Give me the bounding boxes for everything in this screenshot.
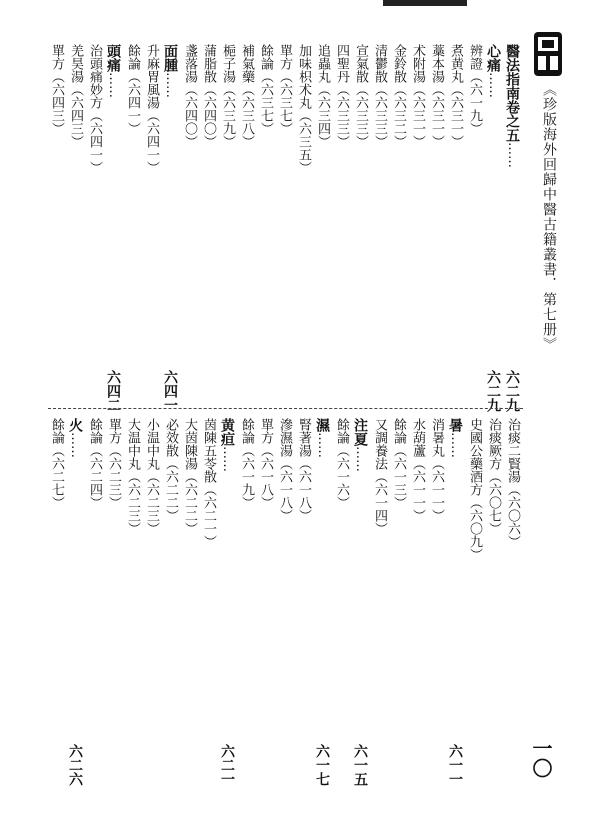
toc-entry — [197, 418, 219, 786]
entry-title: 羌昊湯（六四三） — [68, 44, 83, 148]
entry-title: 餘論（六四一） — [125, 44, 140, 135]
entry-title: 腎著湯（六一八） — [296, 418, 311, 522]
entry-title: 四聖丹（六三三） — [334, 44, 349, 148]
entry-title: 加味枳术丸（六三五） — [296, 44, 311, 174]
toc-entry — [216, 44, 238, 412]
entry-title: 史國公藥酒方（六〇九） — [467, 418, 482, 561]
toc-entry — [330, 44, 352, 412]
entry-title: 煮黄丸（六三一） — [448, 44, 463, 148]
section-heading-entry — [444, 418, 466, 786]
entry-title: 治痰二賢湯（六〇六） — [505, 418, 520, 548]
toc-entry — [45, 418, 67, 786]
toc-entry — [273, 44, 295, 412]
section-heading-entry — [216, 418, 238, 786]
toc-entry — [235, 418, 257, 786]
entry-title: 大茵陳湯（六二二） — [182, 418, 197, 535]
toc-entry — [330, 418, 352, 786]
section-page-number: 六二九 — [485, 370, 501, 412]
toc-entry — [140, 44, 162, 412]
section-page-number: 六四二 — [105, 370, 121, 412]
leader-dots: …… — [505, 142, 520, 168]
section-heading-entry — [64, 418, 86, 786]
section-page-number: 六二一 — [219, 744, 235, 786]
toc-entry — [349, 44, 371, 412]
toc-entry — [463, 418, 485, 786]
entry-title: 單方（六一八） — [258, 418, 273, 509]
toc-entry — [178, 418, 200, 786]
section-heading: 醫法指南卷之五 — [504, 44, 520, 142]
entry-title: 金鈴散（六三二） — [391, 44, 406, 148]
entry-title: 補氣藥（六三八） — [239, 44, 254, 148]
toc-entry — [463, 44, 485, 412]
entry-title: 升麻胃風湯（六四一） — [144, 44, 159, 174]
leader-dots: …… — [68, 432, 83, 458]
top-edge-mark — [383, 0, 467, 6]
entry-title: 术附湯（六三一） — [410, 44, 425, 148]
toc-entry — [159, 418, 181, 786]
entry-title: 辨證（六一九） — [467, 44, 482, 135]
toc-entry — [121, 44, 143, 412]
entry-title: 餘論（六三七） — [258, 44, 273, 135]
leader-dots: …… — [486, 72, 501, 98]
leader-dots: …… — [163, 72, 178, 98]
section-page-number: 六一七 — [314, 744, 330, 786]
toc-entry — [387, 44, 409, 412]
toc-entry — [425, 44, 447, 412]
leader-dots: …… — [315, 432, 330, 458]
entry-title: 蒲脂散（六四〇） — [201, 44, 216, 148]
toc-entry — [311, 44, 333, 412]
section-page-number: 六一一 — [447, 744, 463, 786]
contents-top-band — [48, 44, 523, 412]
entry-title: 追蟲丸（六三四） — [315, 44, 330, 148]
band-divider — [48, 408, 523, 409]
toc-entry — [406, 418, 428, 786]
section-heading: 注夏 — [352, 418, 368, 446]
toc-entry — [406, 44, 428, 412]
entry-title: 餘論（六二七） — [49, 418, 64, 509]
entry-title: 單方（六二三） — [106, 418, 121, 509]
section-heading: 心痛 — [485, 44, 501, 72]
section-heading: 面腫 — [162, 44, 178, 72]
toc-entry — [45, 44, 67, 412]
entry-title: 餘論（六一三） — [391, 418, 406, 509]
entry-title: 盞落湯（六四〇） — [182, 44, 197, 148]
publisher-seal-logo — [533, 30, 563, 78]
section-heading-entry — [349, 418, 371, 786]
section-page-number: 六一五 — [352, 744, 368, 786]
entry-title: 茵陳五苓散（六二一） — [201, 418, 216, 548]
entry-title: 梔子湯（六三九） — [220, 44, 235, 148]
toc-entry — [368, 418, 390, 786]
toc-entry — [235, 44, 257, 412]
toc-entry — [368, 44, 390, 412]
section-heading-entry — [482, 44, 504, 412]
section-heading: 頭痛 — [105, 44, 121, 72]
toc-entry — [254, 418, 276, 786]
entry-title: 單方（六四三） — [49, 44, 64, 135]
entry-title: 又調養法（六一四） — [372, 418, 387, 535]
leader-dots: …… — [353, 446, 368, 472]
entry-title: 餘論（六二四） — [87, 418, 102, 509]
toc-entry — [501, 418, 523, 786]
section-heading: 黄疸 — [219, 418, 235, 446]
series-title: 《珍版海外回歸中醫古籍叢書．第七册》 — [541, 82, 557, 352]
entry-title: 單方（六三七） — [277, 44, 292, 135]
toc-entry — [83, 44, 105, 412]
entry-title: 消暑丸（六一一） — [429, 418, 444, 522]
section-heading-entry — [501, 44, 523, 412]
toc-entry — [64, 44, 86, 412]
entry-title: 藁本湯（六三一） — [429, 44, 444, 148]
entry-title: 宣氣散（六三三） — [353, 44, 368, 148]
leader-dots: …… — [106, 72, 121, 98]
entry-title: 治痰厥方（六〇七） — [486, 418, 501, 535]
entry-title: 水葫蘆（六一一） — [410, 418, 425, 522]
toc-entry — [102, 418, 124, 786]
section-heading: 濕 — [314, 418, 330, 432]
toc-entry — [292, 44, 314, 412]
section-heading: 暑 — [447, 418, 463, 432]
toc-entry — [425, 418, 447, 786]
section-page-number: 六四一 — [162, 370, 178, 412]
leader-dots: …… — [220, 446, 235, 472]
toc-entry — [254, 44, 276, 412]
entry-title: 治頭痛妙方（六四一） — [87, 44, 102, 174]
page-number: 一〇 — [529, 738, 553, 778]
entry-title: 滲濕湯（六一八） — [277, 418, 292, 522]
toc-entry — [292, 418, 314, 786]
entry-title: 餘論（六一六） — [334, 418, 349, 509]
toc-entry — [482, 418, 504, 786]
entry-title: 必效散（六二二） — [163, 418, 178, 522]
toc-entry — [197, 44, 219, 412]
toc-entry — [178, 44, 200, 412]
toc-entry — [121, 418, 143, 786]
entry-title: 清鬱散（六三三） — [372, 44, 387, 148]
toc-entry — [387, 418, 409, 786]
contents-bottom-band — [48, 418, 523, 786]
section-page-number: 六二六 — [67, 744, 83, 786]
section-heading-entry — [102, 44, 124, 412]
entry-title: 大温中丸（六二三） — [125, 418, 140, 535]
entry-title: 小温中丸（六二三） — [144, 418, 159, 535]
section-page-number: 六二九 — [504, 370, 520, 412]
toc-entry — [273, 418, 295, 786]
section-heading-entry — [159, 44, 181, 412]
section-heading: 火 — [67, 418, 83, 432]
entry-title: 餘論（六一九） — [239, 418, 254, 509]
section-heading-entry — [311, 418, 333, 786]
leader-dots: …… — [448, 432, 463, 458]
toc-entry — [140, 418, 162, 786]
toc-entry — [83, 418, 105, 786]
toc-entry — [444, 44, 466, 412]
